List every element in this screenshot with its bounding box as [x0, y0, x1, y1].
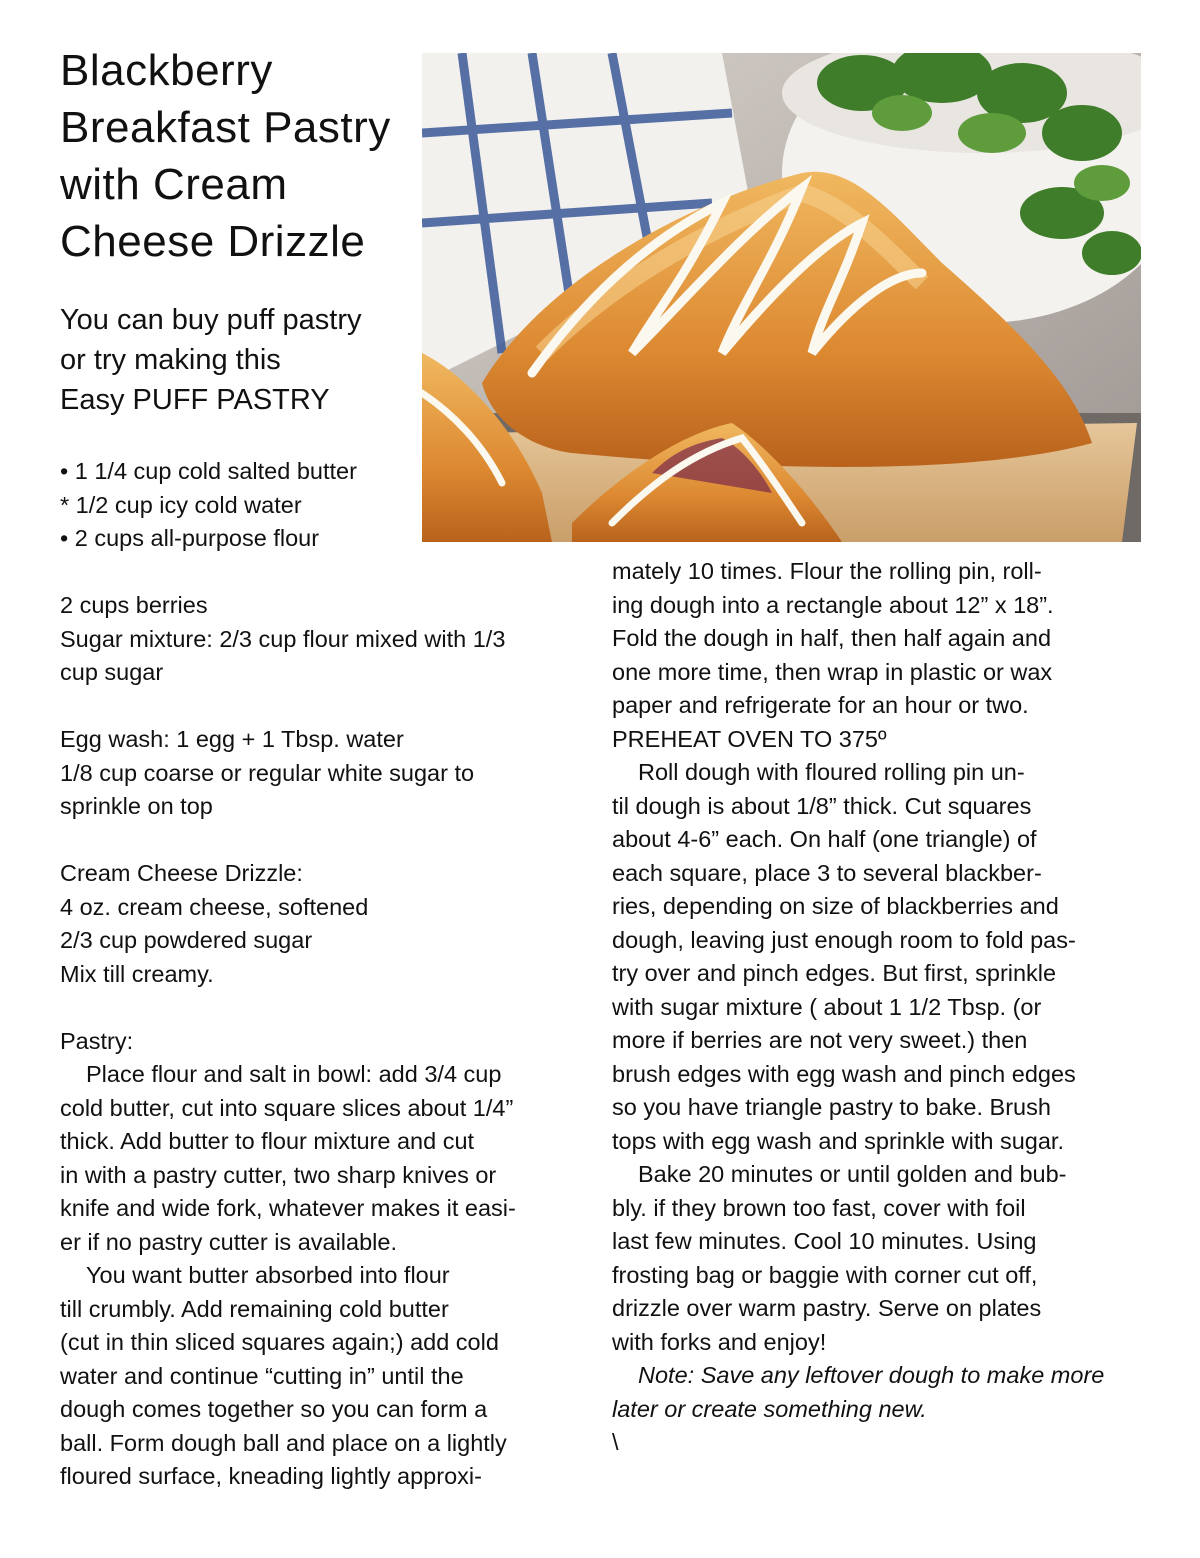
- trailing-mark: \: [612, 1429, 619, 1455]
- subtitle-line: Easy PUFF PASTRY: [60, 384, 330, 416]
- preheat-instruction: PREHEAT OVEN TO 375º: [612, 725, 887, 752]
- instructions-paragraph-3: [612, 1158, 1152, 1359]
- pastry-photo-illustration: [422, 53, 1141, 542]
- recipe-note: [612, 1359, 1152, 1426]
- text-line: later or create something new.: [612, 1395, 927, 1422]
- egg-wash-ingredients: [60, 723, 595, 824]
- text-line: sprinkle on top: [60, 793, 213, 819]
- text-line: with forks and enjoy!: [612, 1328, 827, 1355]
- text-line: ball. Form dough ball and place on a lightly: [60, 1429, 507, 1456]
- text-line: dough, leaving just enough room to fold pas-: [612, 926, 1076, 953]
- text-line: er if no pastry cutter is available.: [60, 1228, 397, 1255]
- text-line: dough comes together so you can form a: [60, 1396, 488, 1422]
- pastry-paragraph-2: [60, 1259, 595, 1494]
- text-line: ries, depending on size of blackberries and: [612, 893, 1059, 919]
- list-item: • 1 1/4 cup cold salted butter: [60, 458, 357, 484]
- pastry-heading: Pastry:: [60, 1027, 134, 1054]
- title-line: Breakfast Pastry: [60, 103, 391, 152]
- text-line: Mix till creamy.: [60, 960, 214, 987]
- left-column: [60, 589, 595, 1494]
- text-line: with sugar mixture ( about 1 1/2 Tbsp. (or: [612, 993, 1042, 1020]
- recipe-title: [60, 42, 420, 270]
- text-line: ing dough into a rectangle about 12” x 18”.: [612, 591, 1054, 618]
- text-line: cold butter, cut into square slices about 1/4”: [60, 1094, 514, 1121]
- text-line: cup sugar: [60, 659, 164, 685]
- text-line: floured surface, kneading lightly approxi-: [60, 1463, 482, 1489]
- text-line: so you have triangle pastry to bake. Brush: [612, 1094, 1051, 1120]
- text-line: mately 10 times. Flour the rolling pin, roll-: [612, 558, 1042, 584]
- text-line: bly. if they brown too fast, cover with foil: [612, 1194, 1026, 1221]
- text-line: knife and wide fork, whatever makes it easi-: [60, 1195, 516, 1221]
- text-line: about 4-6” each. On half (one triangle) of: [612, 826, 1037, 852]
- text-line: Egg wash: 1 egg + 1 Tbsp. water: [60, 726, 404, 752]
- text-line: try over and pinch edges. But first, sprinkle: [612, 960, 1057, 986]
- text-line: last few minutes. Cool 10 minutes. Using: [612, 1228, 1037, 1254]
- text-line: Note: Save any leftover dough to make more: [638, 1362, 1105, 1388]
- text-line: Sugar mixture: 2/3 cup flour mixed with 1/3: [60, 625, 506, 652]
- instructions-paragraph-2: [612, 756, 1152, 1158]
- list-item: • 2 cups all-purpose flour: [60, 525, 320, 551]
- text-line: til dough is about 1/8” thick. Cut squares: [612, 792, 1032, 819]
- text-line: water and continue “cutting in” until the: [60, 1362, 464, 1389]
- text-line: in with a pastry cutter, two sharp knives or: [60, 1161, 497, 1188]
- text-line: Bake 20 minutes or until golden and bub-: [638, 1161, 1067, 1187]
- text-line: Roll dough with floured rolling pin un-: [638, 759, 1025, 785]
- text-line: brush edges with egg wash and pinch edges: [612, 1060, 1076, 1087]
- text-line: tops with egg wash and sprinkle with sugar.: [612, 1127, 1064, 1154]
- text-line: 2/3 cup powdered sugar: [60, 927, 313, 953]
- text-line: frosting bag or baggie with corner cut off,: [612, 1261, 1038, 1288]
- text-line: (cut in thin sliced squares again;) add cold: [60, 1329, 499, 1355]
- text-line: each square, place 3 to several blackber-: [612, 859, 1042, 886]
- text-line: 4 oz. cream cheese, softened: [60, 893, 369, 920]
- subtitle-line: You can buy puff pastry: [60, 304, 362, 336]
- text-line: Place flour and salt in bowl: add 3/4 cup: [86, 1061, 502, 1087]
- text-line: drizzle over warm pastry. Serve on plates: [612, 1295, 1042, 1321]
- text-line: one more time, then wrap in plastic or wax: [612, 658, 1053, 685]
- text-line: You want butter absorbed into flour: [86, 1262, 450, 1288]
- text-line: till crumbly. Add remaining cold butter: [60, 1295, 449, 1322]
- text-line: Cream Cheese Drizzle:: [60, 860, 303, 886]
- pastry-ingredient-list: [60, 455, 420, 556]
- pastry-photo: [422, 53, 1141, 542]
- title-line: Cheese Drizzle: [60, 217, 366, 266]
- text-line: paper and refrigerate for an hour or two.: [612, 692, 1029, 718]
- recipe-subtitle: [60, 300, 420, 420]
- filling-ingredients: [60, 589, 595, 690]
- pastry-paragraph-1: [60, 1058, 595, 1259]
- list-item: * 1/2 cup icy cold water: [60, 491, 302, 518]
- instructions-paragraph-1: [612, 555, 1152, 756]
- title-line: Blackberry: [60, 46, 273, 95]
- text-line: Fold the dough in half, then half again and: [612, 625, 1052, 651]
- text-line: 1/8 cup coarse or regular white sugar to: [60, 759, 475, 786]
- title-line: with Cream: [60, 160, 288, 209]
- text-line: thick. Add butter to flour mixture and cut: [60, 1128, 475, 1154]
- right-column: [612, 555, 1152, 1460]
- text-line: more if berries are not very sweet.) then: [612, 1027, 1028, 1053]
- text-line: 2 cups berries: [60, 592, 208, 618]
- subtitle-line: or try making this: [60, 344, 281, 376]
- drizzle-ingredients: [60, 857, 595, 991]
